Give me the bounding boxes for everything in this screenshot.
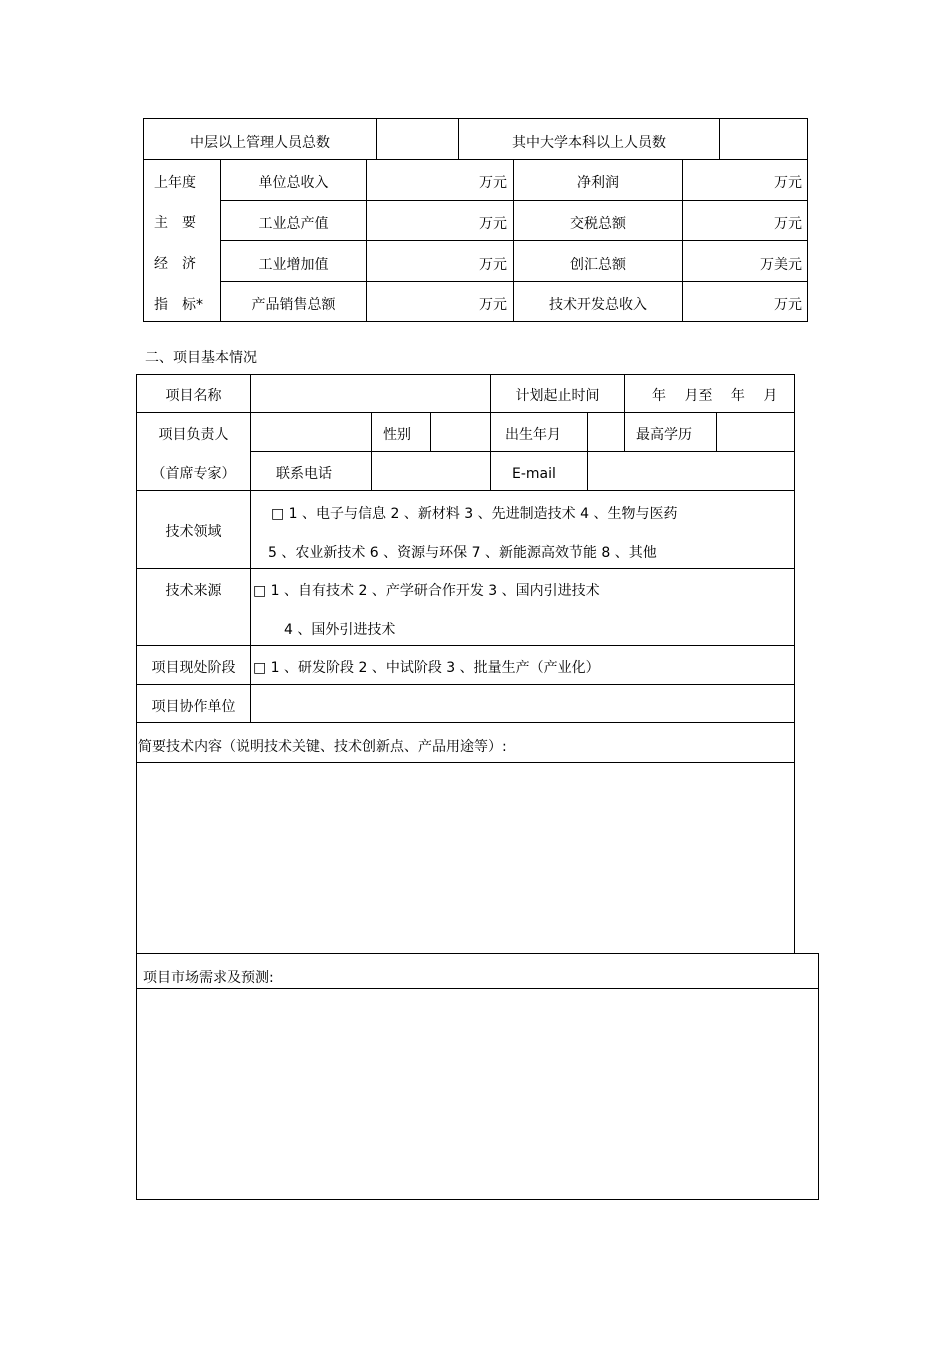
tech-source-options-2[interactable]: 4 、国外引进技术 xyxy=(284,622,396,638)
divider xyxy=(371,412,372,490)
indicator-label: 净利润 xyxy=(577,175,619,191)
divider xyxy=(136,684,795,685)
indicator-label: 工业增加值 xyxy=(258,257,329,273)
divider xyxy=(430,412,431,451)
tech-source-label: 技术来源 xyxy=(165,583,222,599)
side-label-2: 主 要 xyxy=(154,215,196,231)
divider xyxy=(136,568,795,569)
plan-time-field[interactable]: 年 月至 年 月 xyxy=(652,388,778,404)
divider xyxy=(250,374,251,722)
tech-content-label: 简要技术内容（说明技术关键、技术创新点、产品用途等）: xyxy=(138,739,507,755)
indicator-label: 技术开发总收入 xyxy=(549,297,647,313)
leader-label: 项目负责人 xyxy=(158,427,229,443)
indicator-unit[interactable]: 万元 xyxy=(774,216,802,232)
indicator-label: 产品销售总额 xyxy=(251,297,336,313)
indicator-unit[interactable]: 万元 xyxy=(479,257,507,273)
tech-content-area[interactable] xyxy=(137,763,794,953)
tech-field-label: 技术领域 xyxy=(165,524,222,540)
indicator-unit[interactable]: 万元 xyxy=(774,175,802,191)
managers-label: 中层以上管理人员总数 xyxy=(190,135,330,151)
birth-label: 出生年月 xyxy=(505,427,561,443)
divider xyxy=(220,200,808,201)
indicator-label: 交税总额 xyxy=(570,216,626,232)
divider xyxy=(220,281,808,282)
market-label: 项目市场需求及预测: xyxy=(143,970,274,986)
divider xyxy=(587,412,588,490)
divider xyxy=(719,118,720,160)
divider xyxy=(716,412,717,451)
divider xyxy=(136,722,795,723)
tech-field-options-1[interactable]: □ 1 、电子与信息 2 、新材料 3 、先进制造技术 4 、生物与医药 xyxy=(271,506,678,522)
market-content-area[interactable] xyxy=(137,989,818,1199)
divider xyxy=(624,412,625,451)
divider xyxy=(136,490,795,491)
plan-time-label: 计划起止时间 xyxy=(515,388,600,404)
divider xyxy=(376,118,377,160)
phone-label: 联系电话 xyxy=(276,466,332,482)
indicator-unit[interactable]: 万美元 xyxy=(760,257,802,273)
partner-label: 项目协作单位 xyxy=(151,699,236,715)
side-label-1: 上年度 xyxy=(154,175,196,191)
divider xyxy=(250,451,795,452)
side-label-4: 指 标* xyxy=(154,297,203,313)
tech-source-options-1[interactable]: □ 1 、自有技术 2 、产学研合作开发 3 、国内引进技术 xyxy=(253,583,600,599)
side-label-3: 经 济 xyxy=(154,256,196,272)
divider xyxy=(220,240,808,241)
divider xyxy=(136,412,795,413)
indicator-label: 创汇总额 xyxy=(570,257,626,273)
bachelor-label: 其中大学本科以上人员数 xyxy=(512,135,666,151)
divider xyxy=(624,374,625,412)
indicator-label: 单位总收入 xyxy=(258,175,329,191)
indicator-unit[interactable]: 万元 xyxy=(479,175,507,191)
indicator-unit[interactable]: 万元 xyxy=(479,216,507,232)
divider xyxy=(136,645,795,646)
leader-label-sub: （首席专家） xyxy=(151,466,236,482)
project-name-label: 项目名称 xyxy=(165,388,222,404)
email-label: E-mail xyxy=(512,466,556,482)
indicator-unit[interactable]: 万元 xyxy=(479,297,507,313)
gender-label: 性别 xyxy=(383,427,411,443)
tech-field-options-2[interactable]: 5 、农业新技术 6 、资源与环保 7 、新能源高效节能 8 、其他 xyxy=(268,545,657,561)
indicator-label: 工业总产值 xyxy=(258,216,329,232)
section-title: 二、项目基本情况 xyxy=(145,350,257,366)
education-label: 最高学历 xyxy=(636,427,692,443)
indicator-unit[interactable]: 万元 xyxy=(774,297,802,313)
stage-options[interactable]: □ 1 、研发阶段 2 、中试阶段 3 、批量生产（产业化） xyxy=(253,660,600,676)
stage-label: 项目现处阶段 xyxy=(151,660,236,676)
